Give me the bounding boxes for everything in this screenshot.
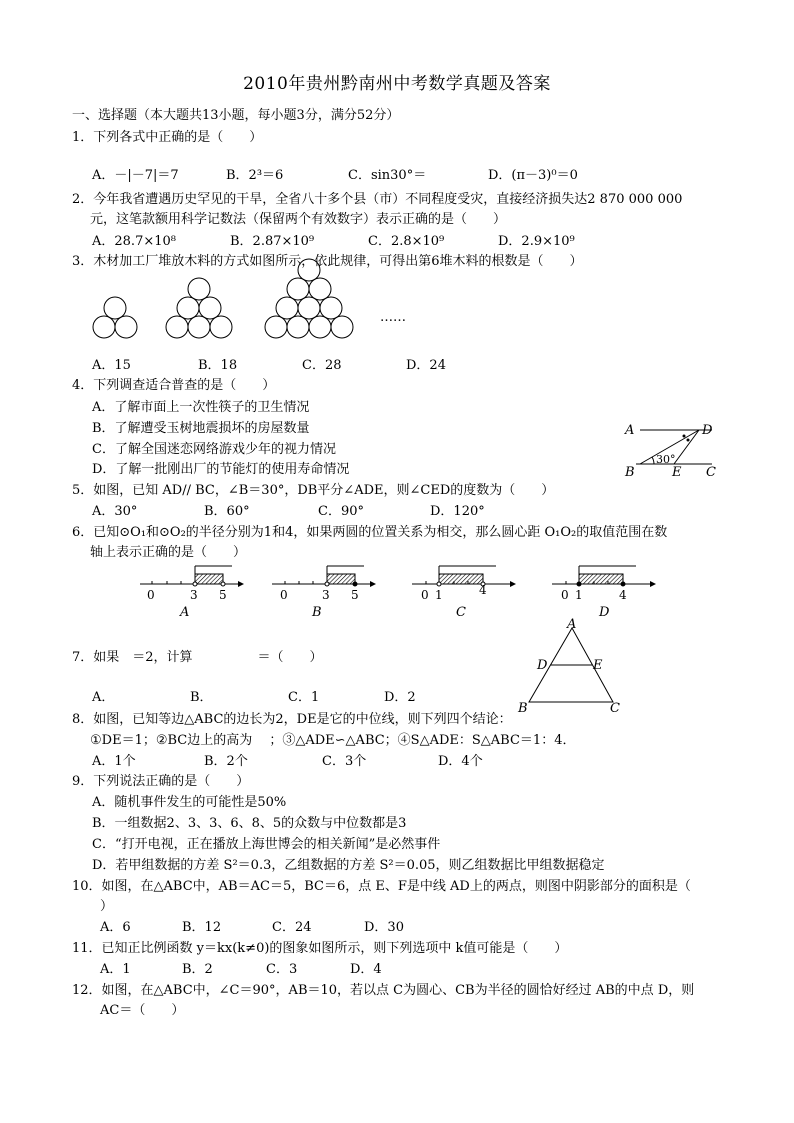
q2-option-c: C．2.8×10⁹ <box>368 234 445 249</box>
question-8-stem: 8．如图，已知等边△ABC的边长为2，DE是它的中位线，则下列四个结论： <box>72 712 512 727</box>
q1-option-a: A．－|－7|＝7 <box>92 168 179 183</box>
axis-c-tick-1: 1 <box>435 588 443 602</box>
question-9-stem: 9．下列说法正确的是（ ） <box>72 774 250 789</box>
q1-option-c: C．sin30°＝ <box>348 168 427 183</box>
q3-option-b: B．18 <box>198 358 238 373</box>
axis-a-tick-0: 0 <box>147 588 155 602</box>
section-heading: 一、选择题（本大题共13小题，每小题3分，满分52分） <box>72 108 400 123</box>
page-title: 2010年贵州黔南州中考数学真题及答案 <box>243 74 551 94</box>
q9-option-d: D．若甲组数据的方差 S²＝0.3，乙组数据的方差 S²＝0.05，则乙组数据比甲组数据稳定 <box>92 858 605 873</box>
q11-option-d: D．4 <box>350 962 382 977</box>
q1-option-b: B．2³＝6 <box>226 168 284 183</box>
axis-b-tick-5: 5 <box>351 588 359 602</box>
axis-b-tick-0: 0 <box>280 588 288 602</box>
question-2-line2: 元，这笔款额用科学记数法（保留两个有效数字）表示正确的是（ ） <box>90 212 507 227</box>
question-12-line1: 12．如图，在△ABC中，∠C＝90°，AB＝10，若以点 C为圆心、CB为半径的圆恰好经过 AB的中点 D，则 <box>72 983 695 998</box>
q7-option-b: B． <box>190 690 213 705</box>
q1-option-d: D．(π－3)⁰＝0 <box>488 168 578 183</box>
q11-option-a: A．1 <box>100 962 131 977</box>
fig5-label-e: E <box>672 465 682 480</box>
figure-ellipsis: …… <box>380 310 406 325</box>
question-7-stem: 7．如果 ＝2，计算 ＝（ ） <box>72 650 323 665</box>
q3-option-d: D．24 <box>406 358 446 373</box>
fig8-label-e: E <box>593 658 603 673</box>
question-12-line2: AC＝（ ） <box>100 1003 185 1018</box>
question-8-conclusions: ①DE＝1；②BC边上的高为 ；③△ADE∽△ABC；④S△ADE：S△ABC＝1：4． <box>90 733 576 748</box>
fig5-label-c: C <box>706 465 716 480</box>
axis-a-tick-3: 3 <box>190 588 198 602</box>
q10-option-b: B．12 <box>182 920 222 935</box>
q4-option-d: D．了解一批刚出厂的节能灯的使用寿命情况 <box>92 462 350 477</box>
axis-b-label: B <box>312 605 322 620</box>
q9-option-b: B．一组数据2、3、3、6、8、5的众数与中位数都是3 <box>92 816 407 831</box>
q4-option-c: C．了解全国迷恋网络游戏少年的视力情况 <box>92 442 336 457</box>
q4-option-b: B．了解遭受玉树地震损坏的房屋数量 <box>92 421 310 436</box>
q11-option-b: B．2 <box>182 962 213 977</box>
q9-option-a: A．随机事件发生的可能性是50% <box>92 795 287 810</box>
axis-d-tick-1: 1 <box>575 588 583 602</box>
axis-c-label: C <box>456 605 466 620</box>
q7-option-d: D．2 <box>384 690 416 705</box>
fig8-label-b: B <box>518 701 528 716</box>
q10-option-d: D．30 <box>364 920 404 935</box>
axis-a-tick-5: 5 <box>219 588 227 602</box>
q2-option-a: A．28.7×10⁸ <box>92 234 176 249</box>
fig5-label-b: B <box>625 465 635 480</box>
fig8-label-c: C <box>610 701 620 716</box>
question-10-line2: ） <box>100 899 114 914</box>
question-11-stem: 11．已知正比例函数 y＝kx(k≠0)的图象如图所示，则下列选项中 k值可能是（ ） <box>72 941 568 956</box>
q8-option-c: C．3个 <box>322 754 367 769</box>
fig8-label-d: D <box>537 658 548 673</box>
q8-option-b: B．2个 <box>204 754 248 769</box>
q2-option-b: B．2.87×10⁹ <box>230 234 315 249</box>
q4-option-a: A．了解市面上一次性筷子的卫生情况 <box>92 400 310 415</box>
q8-option-a: A．1个 <box>92 754 136 769</box>
q10-option-a: A．6 <box>100 920 131 935</box>
q8-option-d: D．4个 <box>438 754 483 769</box>
fig8-label-a: A <box>567 617 577 632</box>
axis-d-label: D <box>599 605 610 620</box>
q3-option-c: C．28 <box>302 358 342 373</box>
question-6-line1: 6．已知⊙O₁和⊙O₂的半径分别为1和4，如果两圆的位置关系为相交，那么圆心距 O₁O₂的取值范围在数 <box>72 525 668 540</box>
question-5-stem: 5．如图，已知 AD// BC，∠B＝30°，DB平分∠ADE，则∠CED的度数为（ ） <box>72 483 555 498</box>
axis-d-tick-4: 4 <box>619 588 627 602</box>
q2-option-d: D．2.9×10⁹ <box>498 234 575 249</box>
fig5-label-a: A <box>625 423 635 438</box>
q3-option-a: A．15 <box>92 358 131 373</box>
fig5-label-d: D <box>702 423 713 438</box>
axis-c-tick-4: 4 <box>479 583 487 597</box>
q5-option-c: C．90° <box>318 504 364 519</box>
fig5-angle-label: 30° <box>656 453 676 466</box>
q10-option-c: C．24 <box>272 920 312 935</box>
question-10-line1: 10．如图，在△ABC中，AB＝AC＝5，BC＝6，点 E、F是中线 AD上的两点，则图中阴影部分的面积是（ <box>72 879 691 894</box>
question-2-line1: 2．今年我省遭遇历史罕见的干旱，全省八十多个县（市）不同程度受灾，直接经济损失达2 870 000 000 <box>72 192 683 207</box>
q5-option-d: D．120° <box>430 504 485 519</box>
q7-option-a: A． <box>92 690 115 705</box>
question-4-stem: 4．下列调查适合普查的是（ ） <box>72 378 276 393</box>
q11-option-c: C．3 <box>266 962 298 977</box>
question-3-stem: 3．木材加工厂堆放木料的方式如图所示，依此规律，可得出第6堆木料的根数是（ ） <box>72 254 583 269</box>
axis-b-tick-3: 3 <box>322 588 330 602</box>
question-6-line2: 轴上表示正确的是（ ） <box>90 545 247 560</box>
q5-option-a: A．30° <box>92 504 138 519</box>
axis-a-label: A <box>180 605 190 620</box>
q5-option-b: B．60° <box>204 504 250 519</box>
q7-option-c: C．1 <box>288 690 320 705</box>
question-1-stem: 1．下列各式中正确的是（ ） <box>72 130 263 145</box>
axis-c-tick-0: 0 <box>421 588 429 602</box>
q9-option-c: C．“打开电视，正在播放上海世博会的相关新闻”是必然事件 <box>92 837 441 852</box>
axis-d-tick-0: 0 <box>561 588 569 602</box>
